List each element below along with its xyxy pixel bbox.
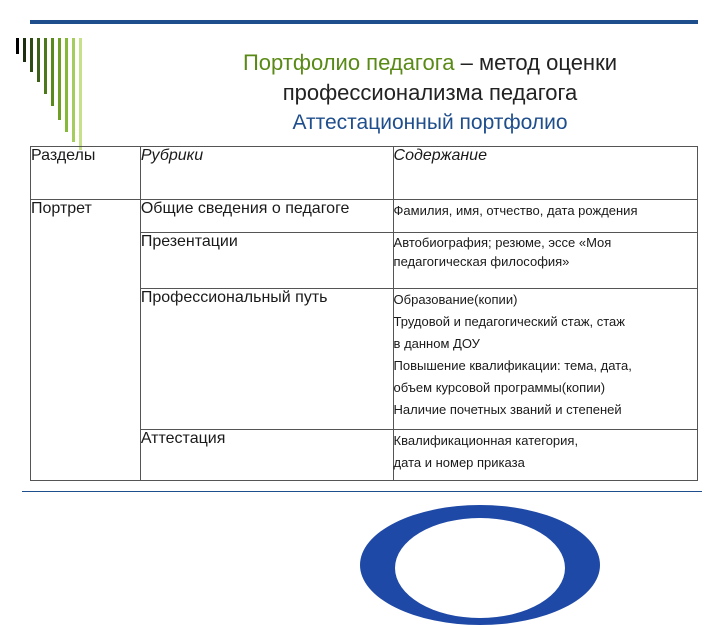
title-line-2: профессионализма педагога — [282, 80, 578, 105]
header-rubrics: Рубрики — [140, 147, 393, 200]
content-cell — [393, 200, 697, 233]
logo-ring-inner — [395, 518, 565, 618]
content-cell — [393, 233, 697, 289]
content-line: Трудовой и педагогический стаж, стаж — [393, 314, 625, 329]
content-line: дата и номер приказа — [393, 455, 525, 470]
table-row — [31, 200, 698, 233]
content-line: объем курсовой программы(копии) — [393, 380, 606, 395]
content-line: педагогическая философия» — [393, 254, 570, 269]
content-line: Автобиография; резюме, эссе «Моя — [393, 235, 612, 250]
header-sections: Разделы — [31, 147, 141, 200]
content-line: Повышение квалификации: тема, дата, — [393, 358, 632, 373]
content-cell — [393, 289, 697, 430]
content-line: в данном ДОУ — [393, 336, 480, 351]
content-line: Наличие почетных званий и степеней — [393, 402, 622, 417]
title-line-1 — [150, 48, 710, 78]
rubric-cell: Общие сведения о педагоге — [140, 200, 393, 233]
portfolio-table — [30, 146, 698, 481]
title-rest: – метод оценки — [454, 50, 617, 75]
rubric-cell: Профессиональный путь — [140, 289, 393, 430]
content-cell — [393, 430, 697, 481]
rubric-cell: Аттестация — [140, 430, 393, 481]
content-line: Фамилия, имя, отчество, дата рождения — [393, 203, 638, 218]
top-rule — [30, 20, 698, 24]
rubric-cell: Презентации — [140, 233, 393, 289]
content-line: Квалификационная категория, — [393, 433, 579, 448]
bottom-rule — [22, 491, 702, 492]
subtitle: Аттестационный портфолио — [292, 111, 568, 134]
header-content: Содержание — [393, 147, 697, 200]
title-highlight: Портфолио педагога — [242, 50, 455, 75]
content-line: Образование(копии) — [393, 292, 518, 307]
section-cell: Портрет — [31, 200, 141, 481]
table-header-row — [31, 147, 698, 200]
slide-title — [150, 48, 710, 138]
